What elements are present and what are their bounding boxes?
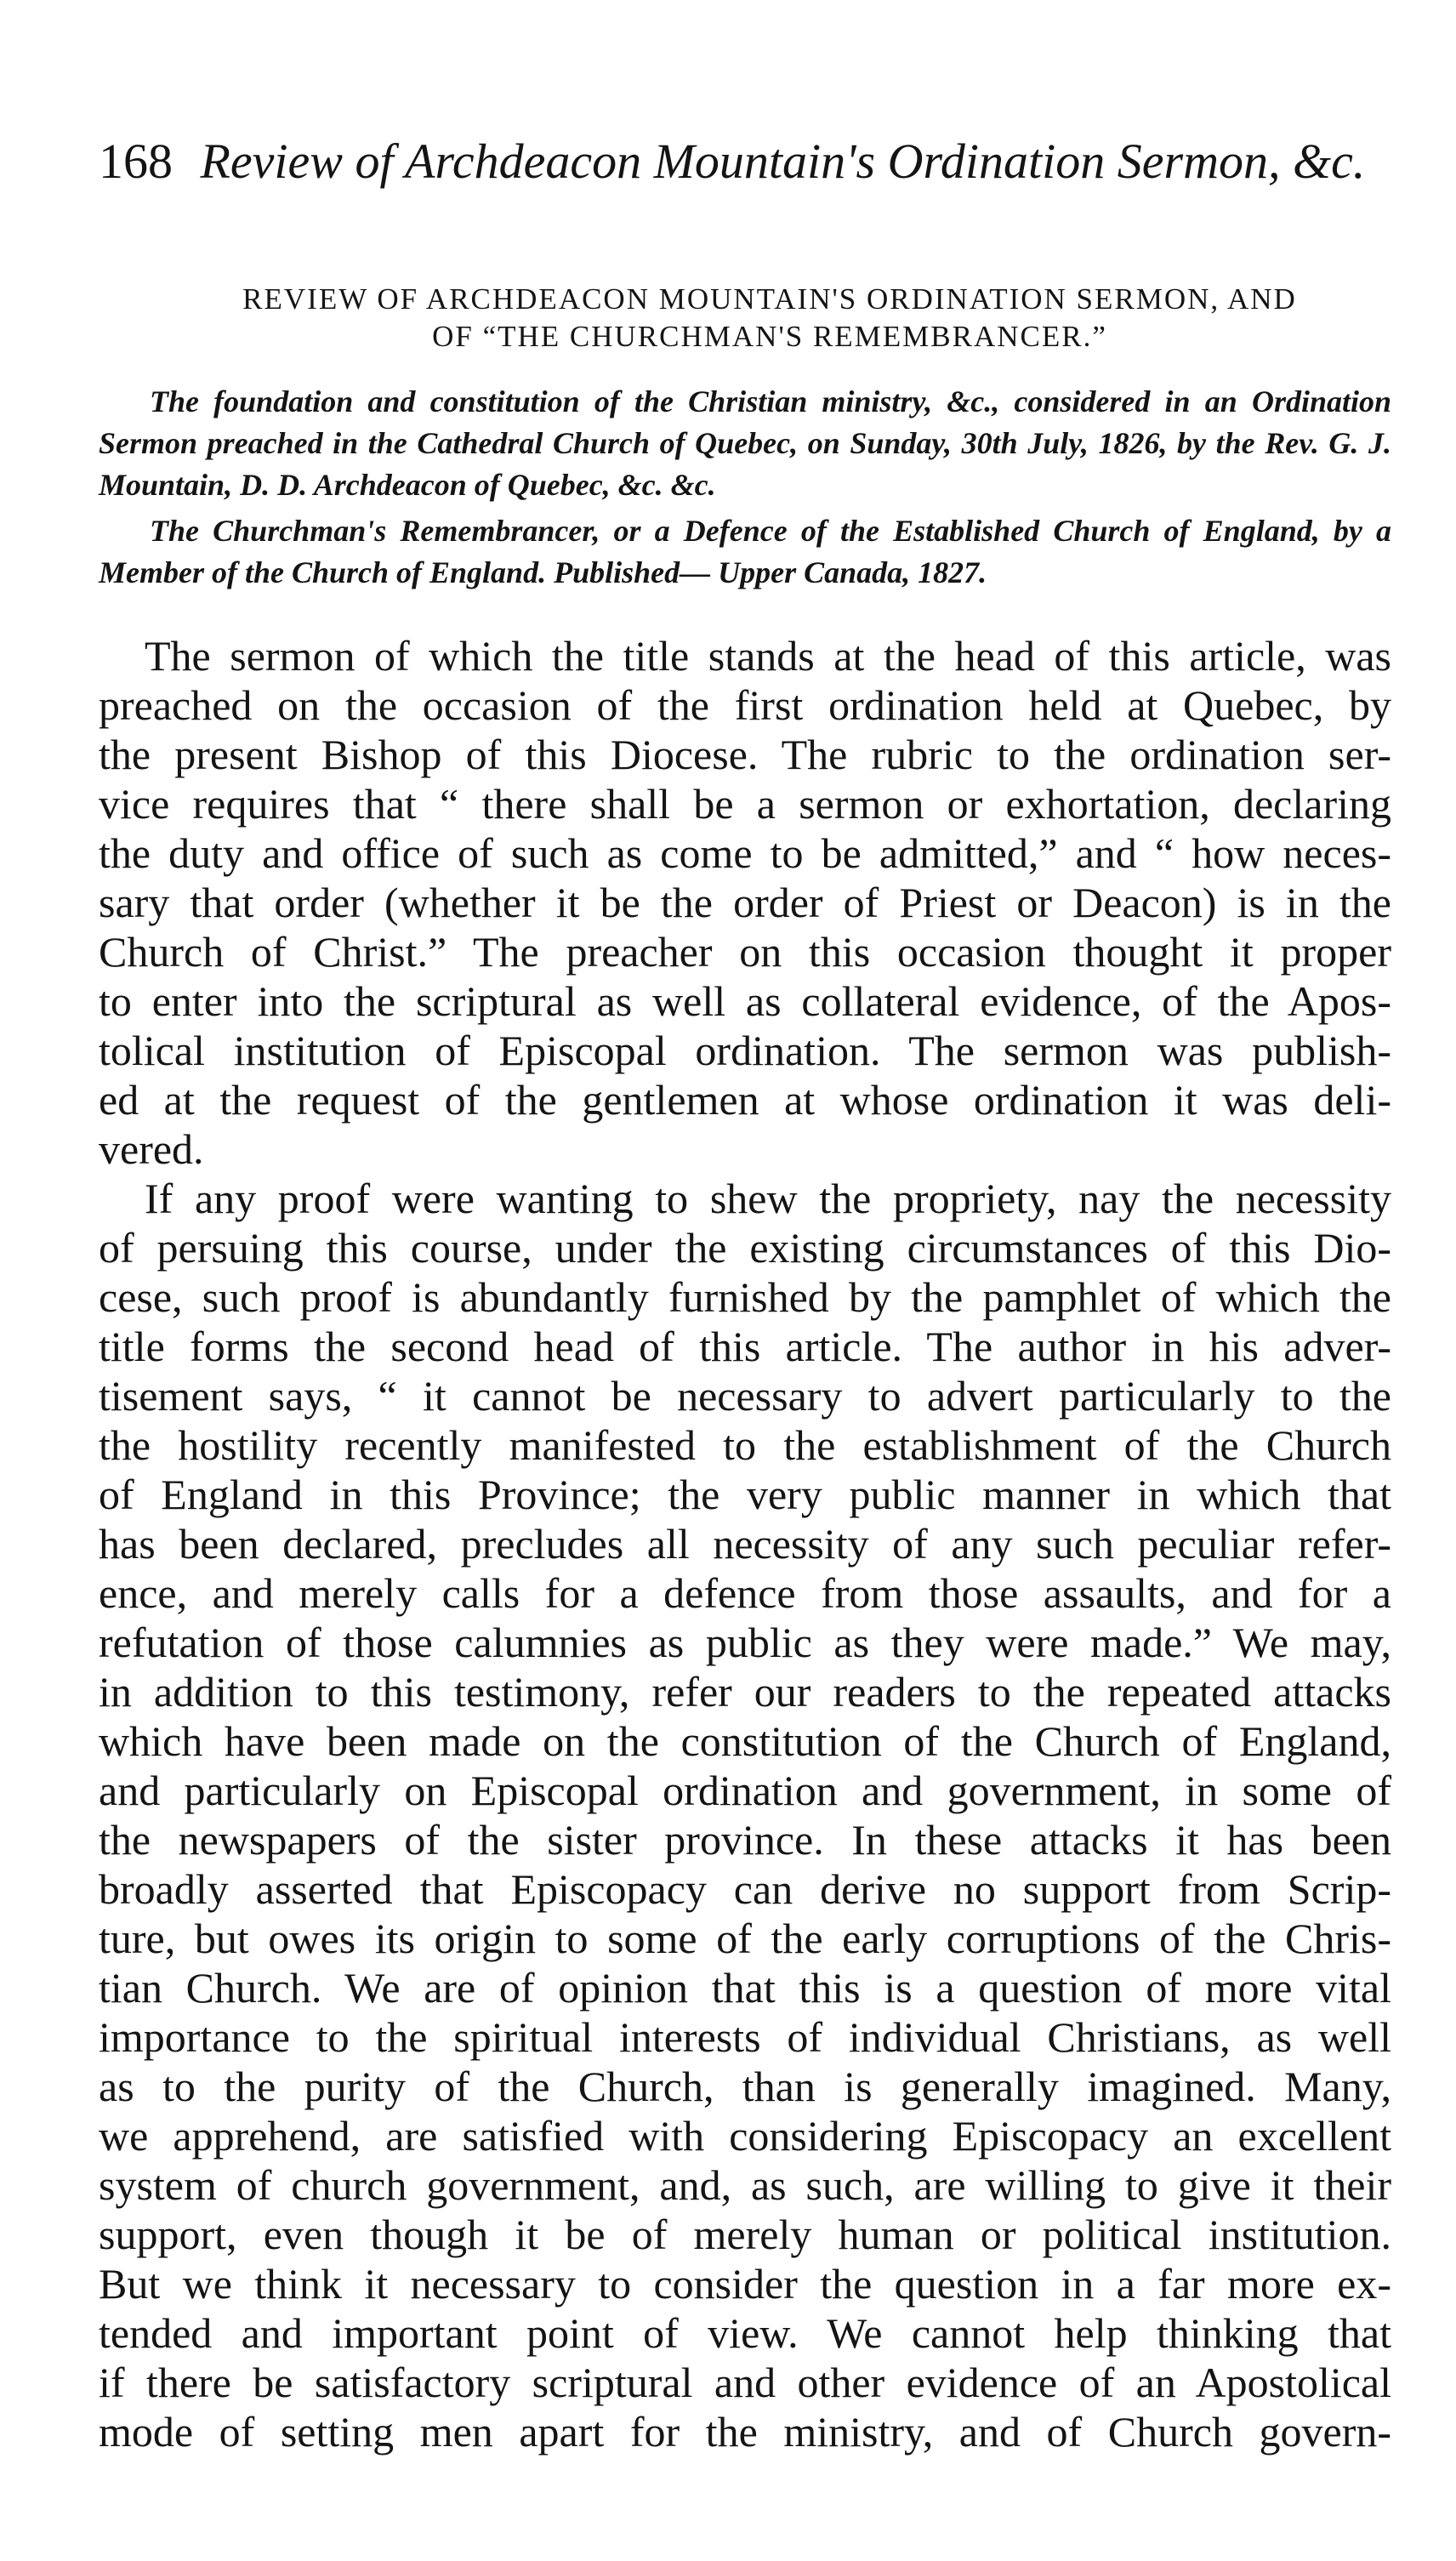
paragraph-2-line: if there be satisfactory scriptural and other evidence of an Apostolical — [99, 2359, 1391, 2406]
paragraph-1-line: The sermon of which the title stands at the head of this article, was — [145, 632, 1391, 680]
paragraph-2-line: in addition to this testimony, refer our readers to the repeated attacks — [99, 1668, 1391, 1716]
paragraph-2-line: mode of setting men apart for the ministry, and of Church govern- — [99, 2408, 1391, 2456]
paragraph-2-line: system of church government, and, as such, are willing to give it their — [99, 2161, 1391, 2209]
article-title — [153, 281, 1386, 356]
paragraph-1-line: vered. — [99, 1125, 204, 1173]
paragraph-1-line: tolical institution of Episcopal ordination. The sermon was publish- — [99, 1027, 1391, 1074]
paragraph-1-line: vice requires that “ there shall be a sermon or exhortation, declaring — [99, 780, 1391, 828]
paragraph-2-line: If any proof were wanting to shew the propriety, nay the necessity — [145, 1175, 1391, 1222]
paragraph-2-line: the newspapers of the sister province. In these attacks it has been — [99, 1816, 1391, 1864]
paragraph-2-line: tisement says, “ it cannot be necessary to advert particularly to the — [99, 1372, 1391, 1420]
paragraph-2-line: broadly asserted that Episcopacy can derive no support from Scrip- — [99, 1865, 1391, 1913]
paragraph-1-line: the duty and office of such as come to be admitted,” and “ how neces- — [99, 829, 1391, 877]
article-title-line-2: OF “THE CHURCHMAN'S REMEMBRANCER.” — [432, 320, 1107, 353]
paragraph-2-line: of England in this Province; the very public manner in which that — [99, 1471, 1391, 1518]
paragraph-2-line: importance to the spiritual interests of individual Christians, as well — [99, 2013, 1391, 2061]
paragraph-2-line: the hostility recently manifested to the establishment of the Church — [99, 1421, 1391, 1469]
page-number: 168 — [99, 134, 173, 189]
paragraph-1-line: to enter into the scriptural as well as collateral evidence, of the Apos- — [99, 977, 1391, 1025]
paragraph-2-line: ence, and merely calls for a defence from those assaults, and for a — [99, 1569, 1391, 1617]
paragraph-1-line: Church of Christ.” The preacher on this occasion thought it proper — [99, 928, 1391, 976]
paragraph-2-line: of persuing this course, under the existing circumstances of this Dio- — [99, 1224, 1391, 1272]
paragraph-2-line: and particularly on Episcopal ordination and government, in some of — [99, 1767, 1391, 1814]
paragraph-2-line: we apprehend, are satisfied with considering Episcopacy an excellent — [99, 2112, 1391, 2160]
paragraph-2-line: which have been made on the constitution of the Church of England, — [99, 1717, 1391, 1765]
paragraph-2-line: tian Church. We are of opinion that this is a question of more vital — [99, 1964, 1391, 2012]
article-title-line-1: REVIEW OF ARCHDEACON MOUNTAIN'S ORDINATION SERMON, AND — [242, 282, 1297, 316]
paragraph-2-line: cese, such proof is abundantly furnished by the pamphlet of which the — [99, 1273, 1391, 1321]
paragraph-2-line: refutation of those calumnies as public as they were made.” We may, — [99, 1619, 1391, 1666]
paragraph-2-line: title forms the second head of this article. The author in his adver- — [99, 1323, 1391, 1370]
citation-sermon: The foundation and constitution of the Christian ministry, &c., considered in an Ordination Sermon preached in the Cathedral Church of Quebec, on Sunday, 30th July, 1826, by the Rev. G. J. Mountain, D. D. Archdeacon of Quebec, &c. &c. — [99, 384, 1391, 502]
citation-remembrancer: The Churchman's Remembrancer, or a Defence of the Established Church of England, by a Member of the Church of England. Published— Upper Canada, 1827. — [99, 514, 1391, 589]
paragraph-1-line: ed at the request of the gentlemen at whose ordination it was deli- — [99, 1076, 1391, 1124]
paragraph-2-line: as to the purity of the Church, than is generally imagined. Many, — [99, 2063, 1391, 2110]
paragraph-2-line: ture, but owes its origin to some of the early corruptions of the Chris- — [99, 1915, 1391, 1962]
paragraph-1-line: the present Bishop of this Diocese. The rubric to the ordination ser- — [99, 731, 1391, 778]
paragraph-1-line: sary that order (whether it be the order of Priest or Deacon) is in the — [99, 879, 1391, 926]
paragraph-2-line: has been declared, precludes all necessity of any such peculiar refer- — [99, 1520, 1391, 1568]
paragraph-1-line: preached on the occasion of the first ordination held at Quebec, by — [99, 681, 1391, 729]
paragraph-2-line: support, even though it be of merely human or political institution. — [99, 2211, 1391, 2258]
paragraph-2-line: tended and important point of view. We cannot help thinking that — [99, 2309, 1391, 2357]
running-head — [99, 128, 1374, 196]
paragraph-2-line: But we think it necessary to consider the question in a far more ex- — [99, 2260, 1391, 2308]
running-title: Review of Archdeacon Mountain's Ordination Sermon, &c. — [200, 134, 1366, 189]
